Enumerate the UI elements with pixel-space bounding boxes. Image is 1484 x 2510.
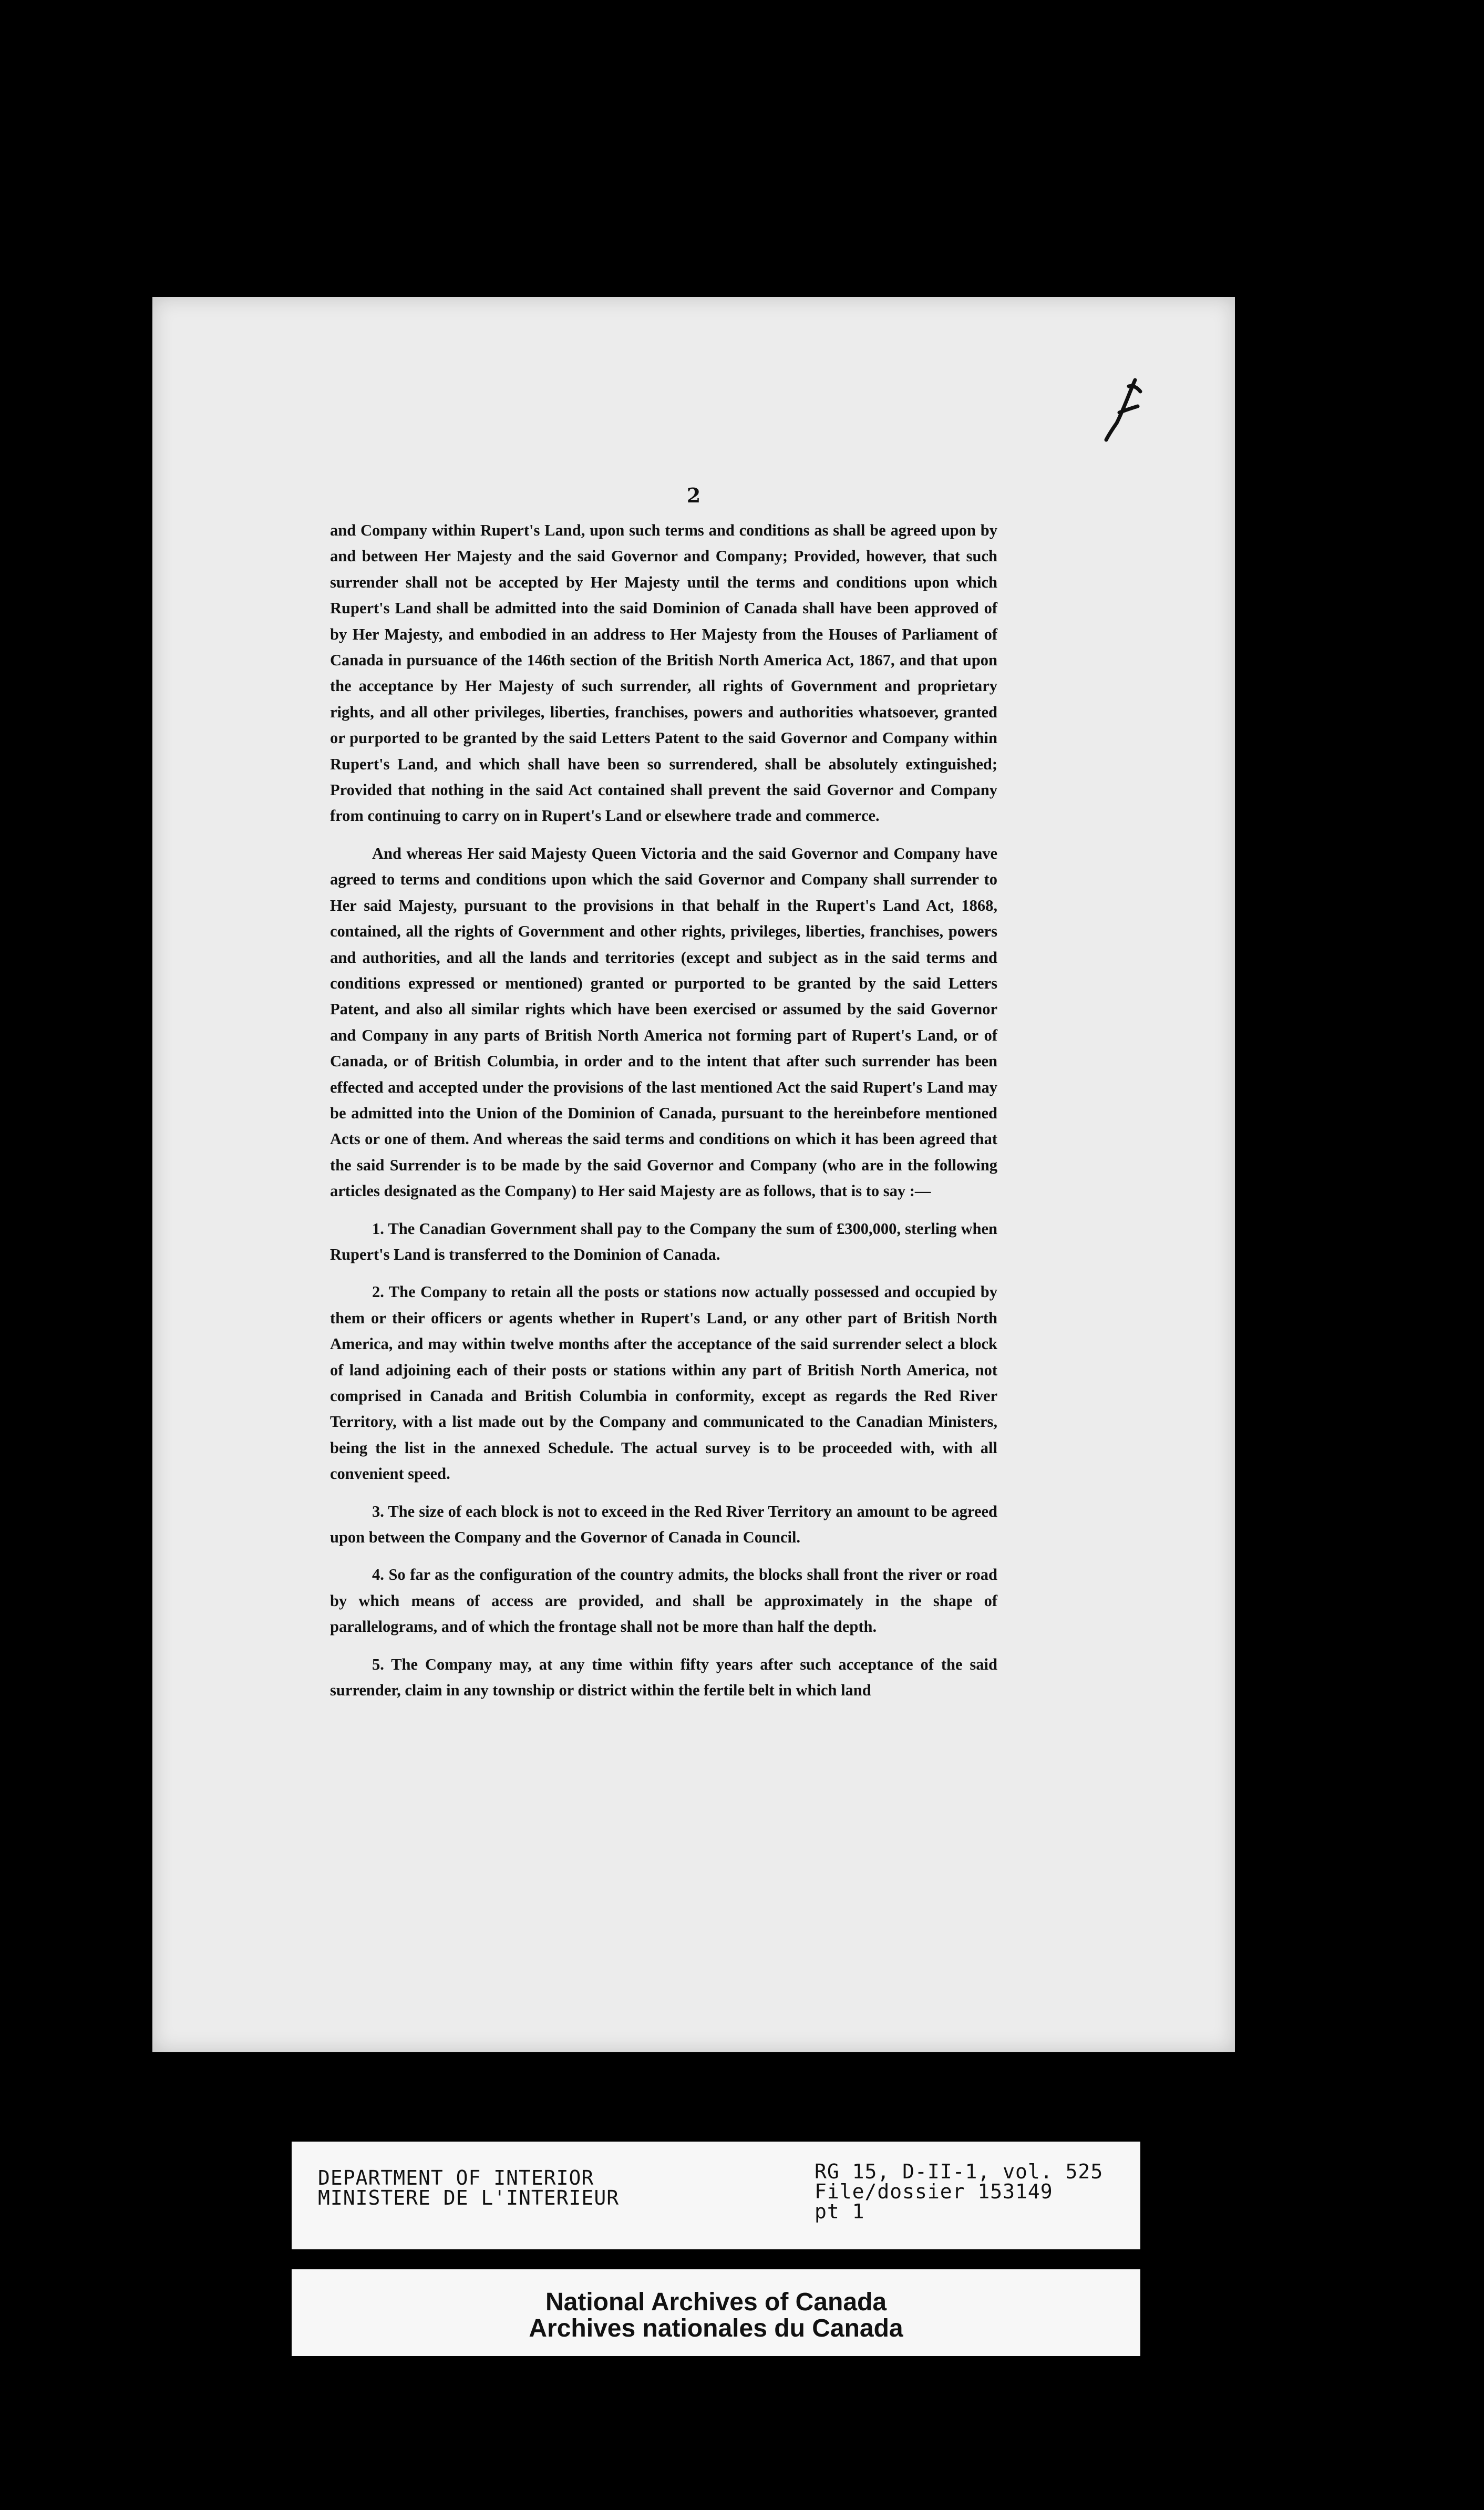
article-1: 1. The Canadian Government shall pay to the Company the sum of £300,000, sterling when Rupert's Land is transferred to the Dominion of Canada. (330, 1219, 997, 1263)
document-page (152, 297, 1235, 2052)
article-3: 3. The size of each block is not to exceed in the Red River Territory an amount to be agreed upon between the Company and the Governor of Canada in Council. (330, 1502, 997, 1547)
part-number: pt 1 (815, 2200, 865, 2223)
page-number: 2 (686, 484, 701, 507)
paragraph-whereas: And whereas Her said Majesty Queen Victoria and the said Governor and Company have agreed to terms and conditions upon which the said Governor and Company shall surrender to Her said Majesty, pursuant to the provisions in that behalf in the Rupert's Land Act, 1868, contained, all the rights of Government and other rights, privileges, liberties, franchises, powers and authorities, and all the lands and territories (except and subject as in the said terms and conditions expressed or mentioned) granted or purported to be granted by the said Letters Patent, and also all similar rights which have been exercised or assumed by the said Governor and Company in any parts of British North America not forming part of Rupert's Land, or of Canada, or of British Columbia, in order and to the intent that after such surrender has been effected and accepted under the provisions of the last mentioned Act the said Rupert's Land may be admitted into the Union of the Dominion of Canada, pursuant to the hereinbefore mentioned Acts or one of them. And whereas the said terms and conditions on which it has been agreed that the said Surrender is to be made by the said Governor and Company (who are in the following articles designated as the Company) to Her said Majesty are as follows, that is to say :— (330, 844, 997, 1200)
body-text (330, 518, 997, 1703)
department-label (292, 2142, 1140, 2249)
archive-name-en: National Archives of Canada (545, 2288, 887, 2316)
record-group: RG 15, D-II-1, vol. 525 (815, 2160, 1104, 2183)
article-4: 4. So far as the configuration of the country admits, the blocks shall front the river or road by which means of access are provided, and shall be approximately in the shape of parallelograms, and of which the frontage shall not be more than half the depth. (330, 1566, 997, 1636)
article-2: 2. The Company to retain all the posts or stations now actually possessed and occupied by them or their officers or agents whether in Rupert's Land, or any other part of British North America, and may within twelve months after the acceptance of the said surrender select a block of land adjoining each of their posts or stations within any part of British North America, not comprised in Canada and British Columbia in conformity, except as regards the Red River Territory, with a list made out by the Company and communicated to the Canadian Ministers, being the list in the annexed Schedule. The actual survey is to be proceeded with, with all convenient speed. (330, 1283, 997, 1483)
file-number: File/dossier 153149 (815, 2180, 1053, 2203)
archive-label (292, 2269, 1140, 2356)
handwritten-mark-icon (1098, 376, 1151, 444)
department-name-fr: MINISTERE DE L'INTERIEUR (318, 2186, 620, 2209)
paragraph-continuation: and Company within Rupert's Land, upon such terms and conditions as shall be agreed upon by and between Her Majesty and the said Governor and Company; Provided, however, that such surrender shall not be accepted by Her Majesty until the terms and conditions upon which Rupert's Land shall be admitted into the said Dominion of Canada shall have been approved of by Her Majesty, and embodied in an address to Her Majesty from the Houses of Parliament of Canada in pursuance of the 146th section of the British North America Act, 1867, and that upon the acceptance by Her Majesty of such surrender, all rights of Government and proprietary rights, and all other privileges, liberties, franchises, powers and authorities whatsoever, granted or purported to be granted by the said Letters Patent to the said Governor and Company within Rupert's Land, and which shall have been so surrendered, shall be absolutely extinguished; Provided that nothing in the said Act contained shall prevent the said Governor and Company from continuing to carry on in Rupert's Land or elsewhere trade and commerce. (330, 521, 997, 825)
archive-name-fr: Archives nationales du Canada (529, 2314, 903, 2342)
department-names (318, 2168, 619, 2208)
archive-reference (815, 2162, 1103, 2221)
department-name-en: DEPARTMENT OF INTERIOR (318, 2166, 594, 2189)
archive-name (292, 2289, 1140, 2342)
article-5: 5. The Company may, at any time within fifty years after such acceptance of the said surrender, claim in any township or district within the fertile belt in which land (330, 1655, 997, 1700)
